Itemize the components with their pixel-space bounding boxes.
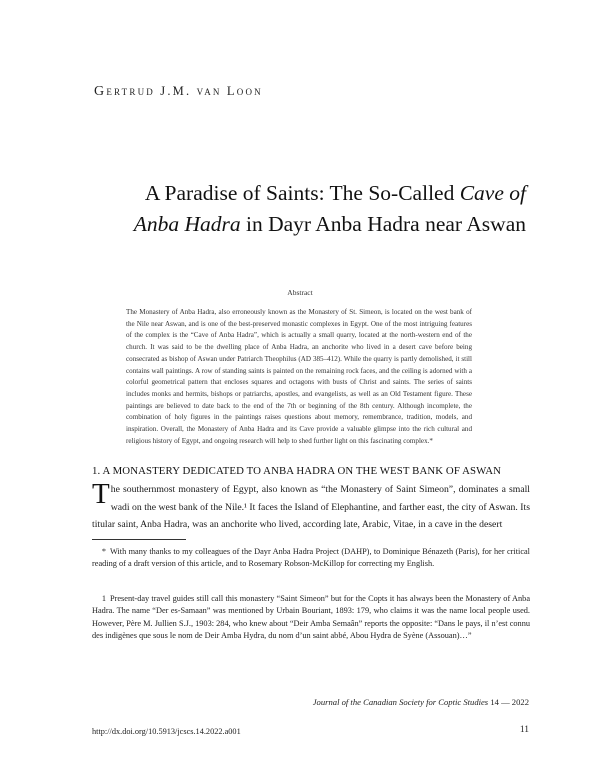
journal-name: Journal of the Canadian Society for Coptic Studies — [312, 697, 489, 707]
title-part-1: A Paradise of Saints: The So-Called — [144, 181, 460, 205]
footnote-text: Present-day travel guides still call this monastery “Saint Simeon” but for the Copts it has always been the Monastery of Anba Hadra. The name “Der es-Samaan” was mentioned by Urbain Bouriant, 1893: 179, who claims it was the name local people used. However, Père M. Jullien S.J., 1903: 284, who knew about “Deir Amba Semaân” reports the opposite: “Dans le pays, il n’est connu des indigènes que sous le nom de Deir Amba Hydra, du nom d’un saint abbé, Abou Hydra de Syène (Assouan)…” — [92, 594, 530, 640]
doi-link[interactable]: http://dx.doi.org/10.5913/jcscs.14.2022.a001 — [92, 727, 241, 736]
footnote-1 — [92, 593, 530, 642]
page-number: 11 — [519, 725, 529, 735]
article-title — [100, 178, 526, 240]
author-initial: G — [94, 84, 107, 99]
abstract-text: The Monastery of Anba Hadra, also erroneously known as the Monastery of St. Simeon, is located on the west bank of the Nile near Aswan, and is one of the best-preserved monastic complexes in Egypt. One of the most intriguing features of the complex is the “Cave of Anba Hadra”, which is actually a small quarry, located at the north-western end of the church. It was said to be the dwelling place of Anba Hadra, an anchorite who lived in a desert cave before being consecrated as bishop of Aswan under Patriarch Theophilus (AD 385–412). While the quarry is partly demolished, it still contains wall paintings. A row of standing saints is painted on the remaining rock faces, and the ceiling is adorned with a colorful geometrical pattern that encloses squares and octagons with busts of Christ and saints. The series of saints includes monks and hermits, bishops or patriarchs, apostles, and evangelists, as well as an Old Testament figure. These paintings are believed to date back to the end of the 7th or beginning of the 8th century. Although incomplete, the combination of holy figures in the paintings raises questions about memory, remembrance, tradition, models, and inspiration. Overall, the Monastery of Anba Hadra and its Cave provide a valuable glimpse into the rich cultural and religious history of Egypt, and ongoing research will help to shed further light on this fascinating complex.* — [126, 308, 472, 445]
footnote-marker: 1 — [101, 594, 106, 603]
footnote-divider — [92, 539, 186, 540]
footnote-marker: * — [101, 547, 106, 556]
title-italic: Cave of Anba Hadra — [133, 181, 526, 236]
footnote-star — [92, 546, 530, 571]
abstract-heading: Abstract — [287, 288, 313, 297]
body-text: he southernmost monastery of Egypt, also known as “the Monastery of Saint Simeon”, dominates a small wadi on the west bank of the Nile.¹ It faces the Island of Elephantine, and farther east, the city of Aswan. Its titular saint, Anba Hadra, was an anchorite who lived, according late, Arabic, Vitae, in a cave in the desert — [92, 484, 530, 530]
journal-volume: 14 — 2022 — [488, 697, 529, 707]
body-paragraph — [92, 478, 530, 534]
author-name — [94, 84, 263, 100]
journal-citation — [313, 697, 529, 707]
drop-cap: T — [92, 478, 110, 510]
title-part-2: in Dayr Anba Hadra near Aswan — [240, 212, 526, 236]
author-name-rest: ertrud J.M. van Loon — [106, 84, 263, 98]
section-heading: 1. A MONASTERY DEDICATED TO ANBA HADRA ON THE WEST BANK OF ASWAN — [92, 465, 502, 477]
footnote-text: With many thanks to my colleagues of the Dayr Anba Hadra Project (DAHP), to Dominique Bénazeth (Paris), for her critical reading of a draft version of this article, and to Rosemary Robson-McKillop for correcting my English. — [92, 547, 530, 569]
